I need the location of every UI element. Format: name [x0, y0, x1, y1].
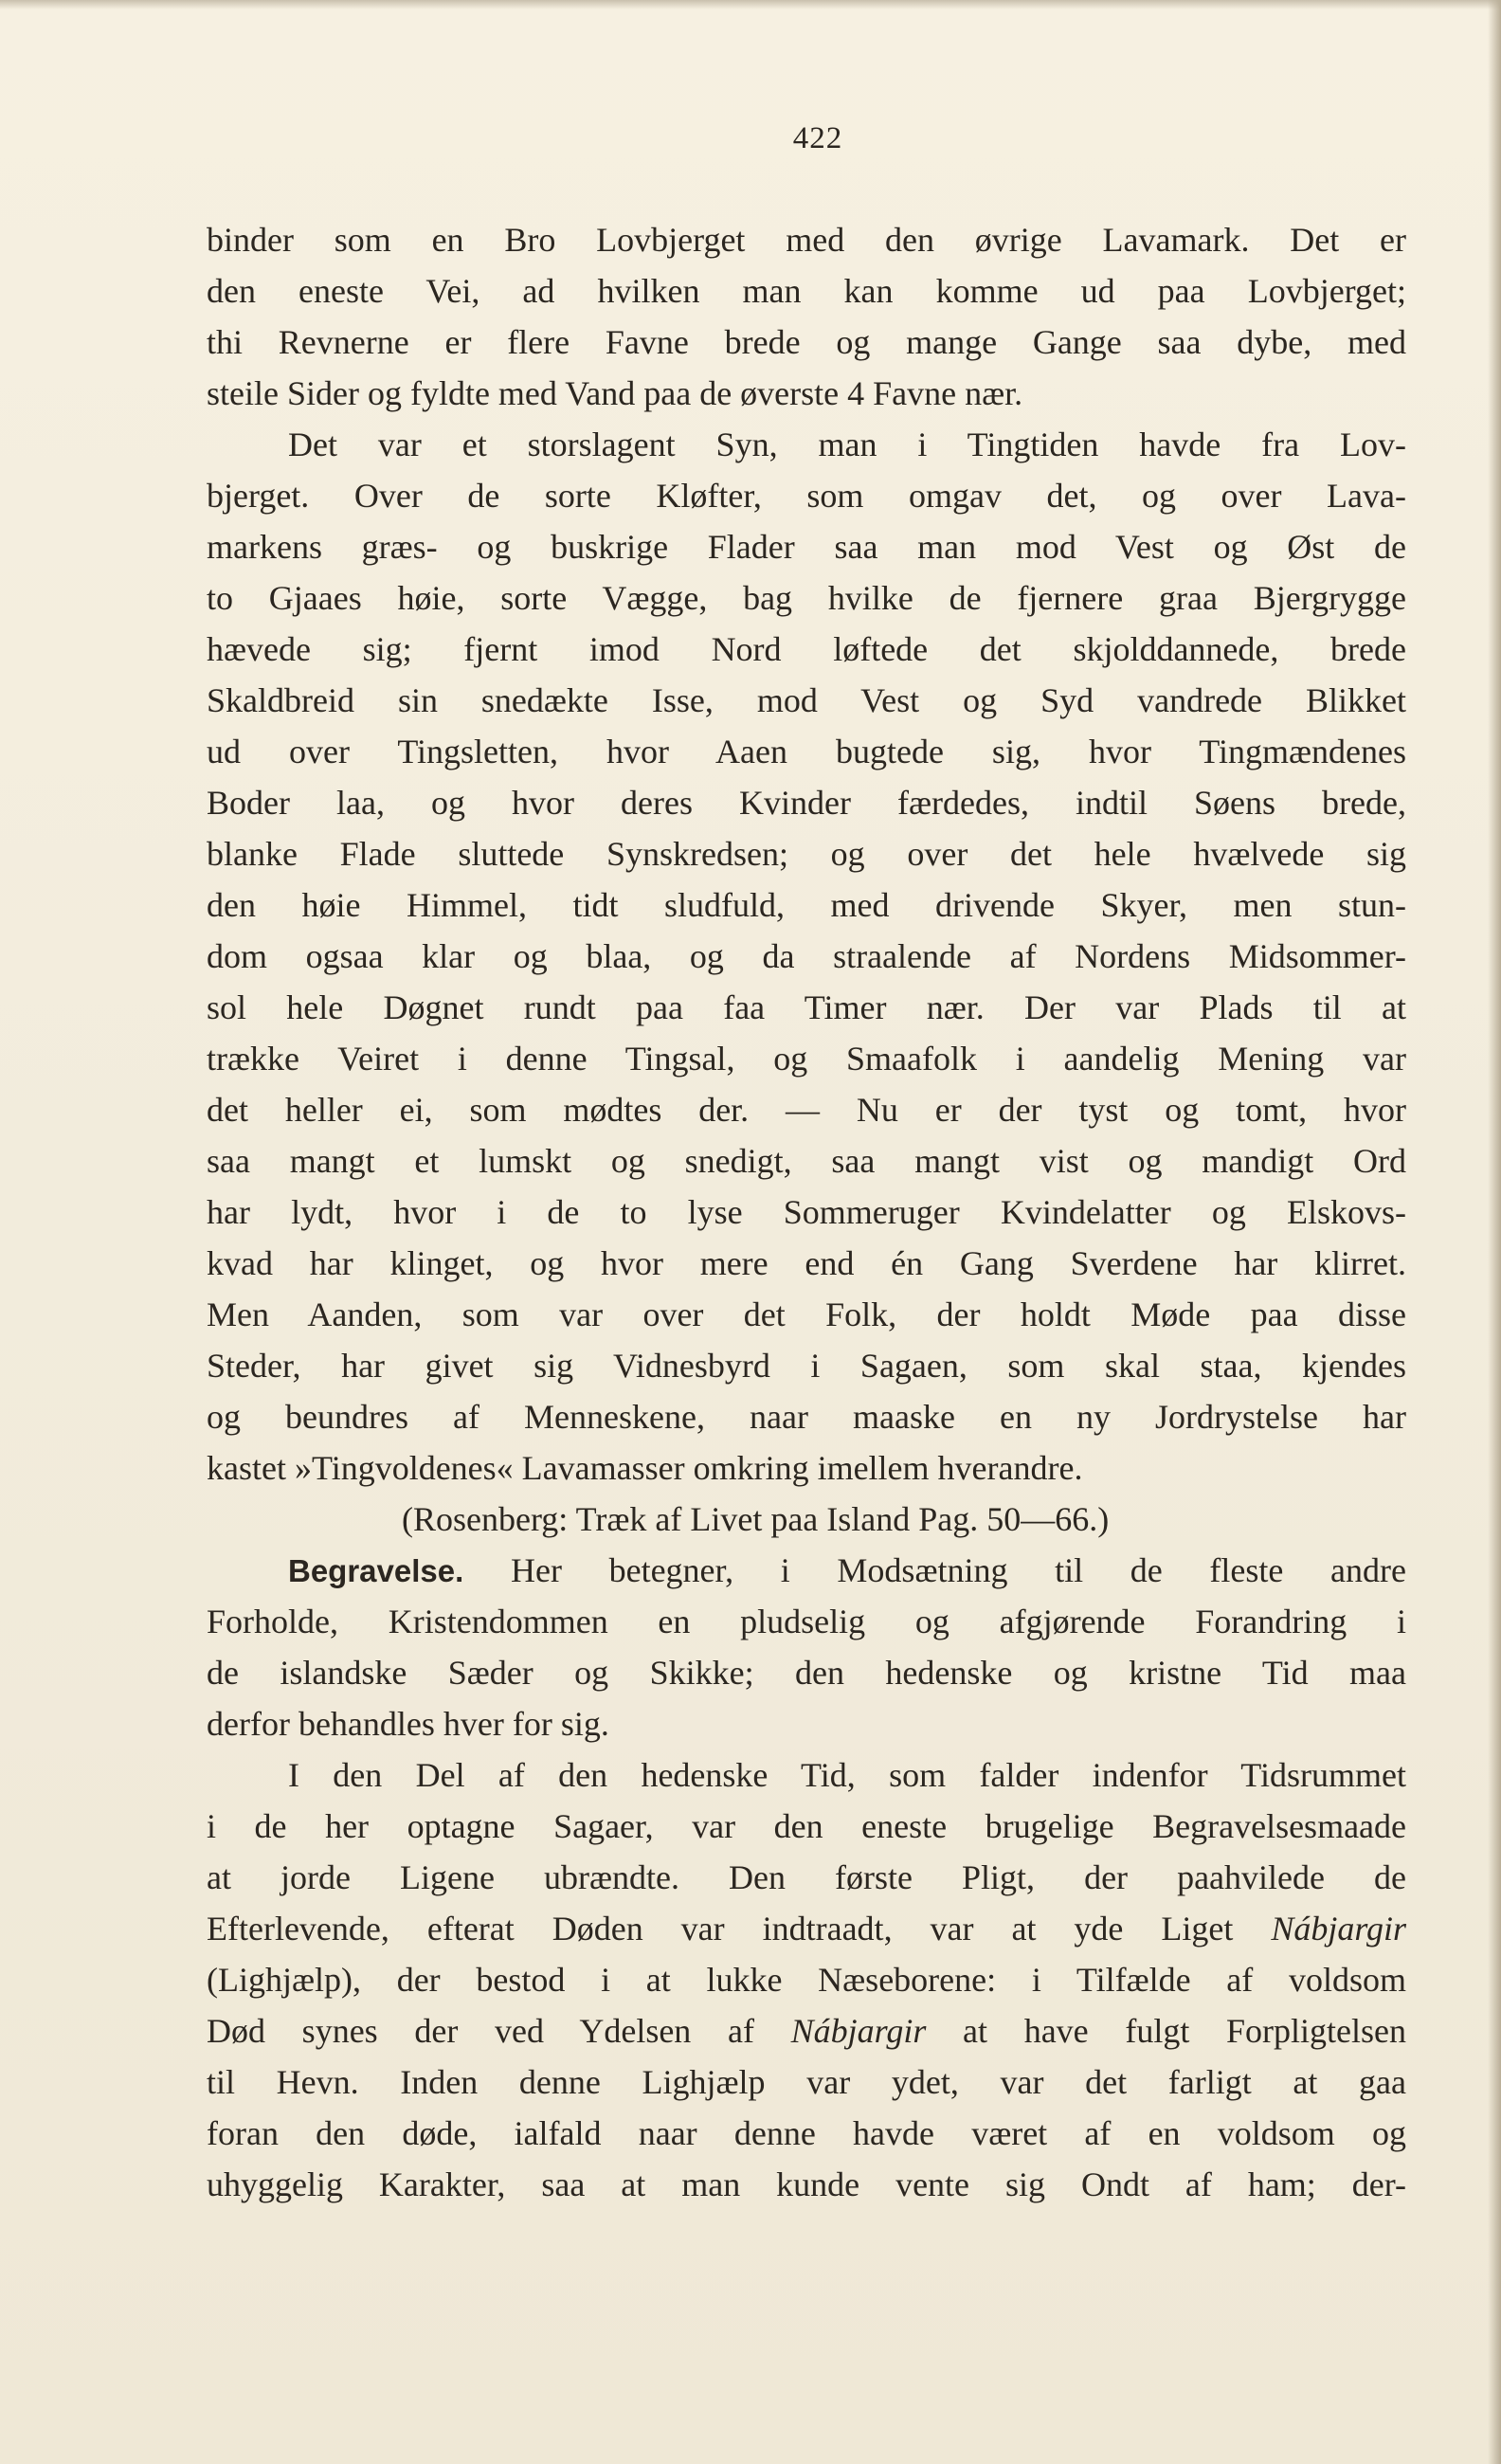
text-line: markens græs- og buskrige Flader saa man mod Vest og Øst de	[207, 528, 1406, 566]
text-line-tail: Her betegner, i Modsætning til de fleste andre	[510, 1551, 1407, 1589]
italic-term: Nábjargir	[1271, 1910, 1407, 1948]
text-line: den høie Himmel, tidt sludfuld, med drivende Skyer, men stun-	[207, 886, 1406, 924]
text-line: I den Del af den hedenske Tid, som falder indenfor Tidsrummet	[288, 1756, 1406, 1794]
text-line: (Lighjælp), der bestod i at lukke Næseborene: i Tilfælde af voldsom	[207, 1961, 1406, 1999]
text-line-with-term	[207, 1903, 1406, 1954]
text-line-with-term	[207, 2005, 1406, 2056]
section-heading: Begravelse.	[288, 1553, 464, 1588]
page-top-edge	[0, 0, 1501, 9]
text-line: sol hele Døgnet rundt paa faa Timer nær. Der var Plads til at	[207, 988, 1406, 1026]
text-line: bjerget. Over de sorte Kløfter, som omgav det, og over Lava-	[207, 477, 1406, 515]
text-line: binder som en Bro Lovbjerget med den øvrige Lavamark. Det er	[207, 221, 1406, 259]
text-line: i de her optagne Sagaer, var den eneste brugelige Begravelsesmaade	[207, 1807, 1406, 1845]
text-line: saa mangt et lumskt og snedigt, saa mangt vist og mandigt Ord	[207, 1142, 1406, 1180]
text-line: to Gjaaes høie, sorte Vægge, bag hvilke de fjernere graa Bjergrygge	[207, 579, 1406, 617]
italic-term: Nábjargir	[790, 2012, 927, 2050]
page-number: 422	[792, 121, 843, 155]
text-line: foran den døde, ialfald naar denne havde været af en voldsom og	[207, 2114, 1406, 2152]
text-line: den eneste Vei, ad hvilken man kan komme ud paa Lovbjerget;	[207, 272, 1406, 310]
text-line-head: Efterlevende, efterat Døden var indtraadt, var at yde Liget	[207, 1910, 1234, 1948]
text-line: Men Aanden, som var over det Folk, der holdt Møde paa disse	[207, 1295, 1406, 1333]
text-line: og beundres af Menneskene, naar maaske en ny Jordrystelse har	[207, 1398, 1406, 1436]
text-line: har lydt, hvor i de to lyse Sommeruger Kvindelatter og Elskovs-	[207, 1193, 1406, 1231]
text-line: de islandske Sæder og Skikke; den hedenske og kristne Tid maa	[207, 1654, 1406, 1692]
text-line-head: Død synes der ved Ydelsen af	[207, 2012, 754, 2050]
text-line: trække Veiret i denne Tingsal, og Smaafolk i aandelig Mening var	[207, 1040, 1406, 1078]
text-line: hævede sig; fjernt imod Nord løftede det skjolddannede, brede	[207, 630, 1406, 668]
text-line: kvad har klinget, og hvor mere end én Gang Sverdene har klirret.	[207, 1244, 1406, 1282]
text-line: det heller ei, som mødtes der. — Nu er der tyst og tomt, hvor	[207, 1091, 1406, 1129]
text-line-tail: at have fulgt Forpligtelsen	[963, 2012, 1406, 2050]
text-line: thi Revnerne er flere Favne brede og mange Gange saa dybe, med	[207, 323, 1406, 361]
text-line: at jorde Ligene ubrændte. Den første Pligt, der paahvilede de	[207, 1858, 1406, 1896]
text-line: Steder, har givet sig Vidnesbyrd i Sagaen, som skal staa, kjendes	[207, 1347, 1406, 1385]
text-line: Det var et storslagent Syn, man i Tingtiden havde fra Lov-	[288, 426, 1406, 463]
text-line: uhyggelig Karakter, saa at man kunde vente sig Ondt af ham; der-	[207, 2165, 1406, 2203]
page-right-edge	[1488, 0, 1501, 2464]
section-heading-line	[207, 1545, 1406, 1596]
text-line: til Hevn. Inden denne Lighjælp var ydet, var det farligt at gaa	[207, 2063, 1406, 2101]
text-line: Forholde, Kristendommen en pludselig og afgjørende Forandring i	[207, 1603, 1406, 1640]
text-line: derfor behandles hver for sig.	[207, 1705, 609, 1743]
text-line: steile Sider og fyldte med Vand paa de øverste 4 Favne nær.	[207, 374, 1023, 412]
text-line: ud over Tingsletten, hvor Aaen bugtede sig, hvor Tingmændenes	[207, 733, 1406, 770]
text-line: Boder laa, og hvor deres Kvinder færdedes, indtil Søens brede,	[207, 784, 1406, 822]
text-line: kastet »Tingvoldenes« Lavamasser omkring imellem hverandre.	[207, 1449, 1083, 1487]
text-line: Skaldbreid sin snedækte Isse, mod Vest og Syd vandrede Blikket	[207, 681, 1406, 719]
body-text	[207, 214, 1406, 2210]
text-line: blanke Flade sluttede Synskredsen; og over det hele hvælvede sig	[207, 835, 1406, 873]
text-line: dom ogsaa klar og blaa, og da straalende af Nordens Midsommer-	[207, 937, 1406, 975]
citation-line: (Rosenberg: Træk af Livet paa Island Pag. 50—66.)	[402, 1500, 1110, 1538]
